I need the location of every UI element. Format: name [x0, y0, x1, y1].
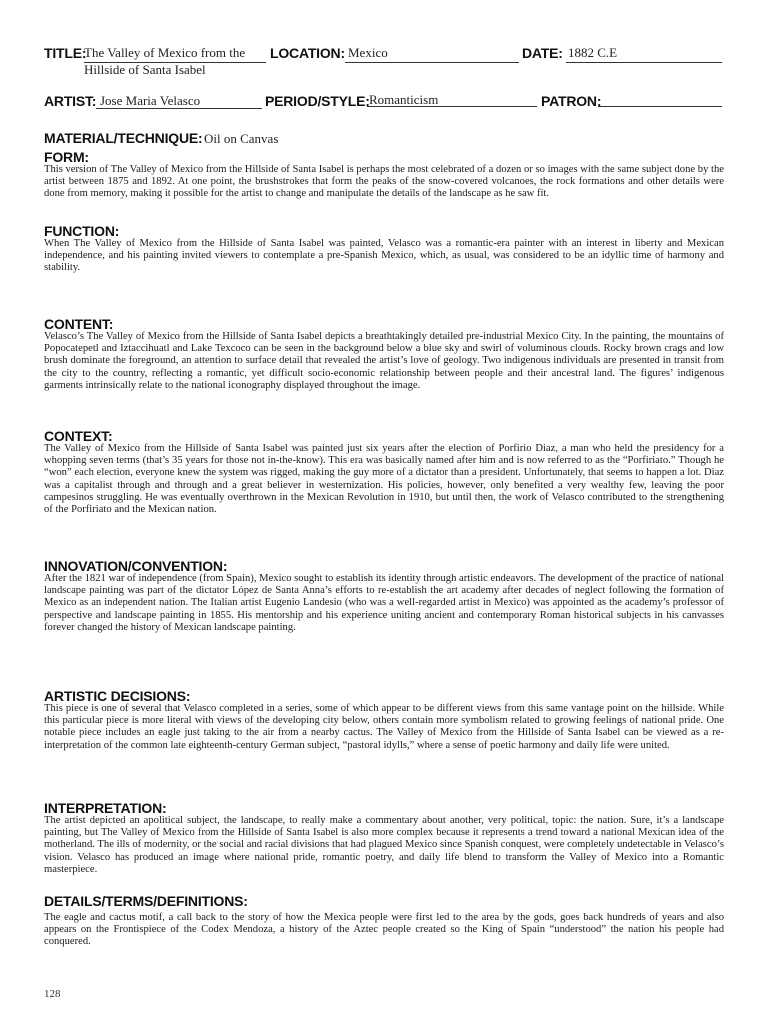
artistic-decisions-text: This piece is one of several that Velasco completed in a series, some of which appear to be different views from this same vantage point on the hillside. While this particular piece is more literal with views of the developing city below, others contain more symbolism related to growing feelings of national pride. One notable piece includes an eagle just taking to the air from a nearby cactus. The Valley of Mexico from the Hillside of Santa Isabel can be viewed as a re-interpretation of the common late eighteenth-century German subject, “pastoral idylls,” where a sense of poetic harmony and daily life were united.: [44, 703, 724, 751]
function-text: When The Valley of Mexico from the Hillside of Santa Isabel was painted, Velasco was a romantic-era painter with an interest in liberty and Mexican independence, and his painting invited viewers to contemplate a pre-Spanish Mexico, which, as usual, was considered to be an idyllic time of harmony and stability.: [44, 238, 724, 274]
patron-label: PATRON:: [541, 93, 602, 109]
date-value: 1882 C.E: [568, 45, 618, 60]
form-heading: FORM:: [44, 149, 89, 165]
artistic-decisions-section: [44, 689, 724, 752]
title-value-line2: Hillside of Santa Isabel: [84, 62, 206, 77]
context-section: [44, 429, 724, 516]
context-heading: CONTEXT:: [44, 428, 113, 444]
artist-value: Jose Maria Velasco: [100, 93, 201, 108]
details-text: The eagle and cactus motif, a call back to the story of how the Mexica people were first led to the area by the gods, goes back hundreds of years and also appears on the Frontispiece of the Codex Mendoza, a history of the Aztec people created so the King of Spain “understood” the nation his people had conquered.: [44, 912, 724, 948]
context-text: The Valley of Mexico from the Hillside of Santa Isabel was painted just six years after the election of Porfirio Diaz, a man who held the presidency for a whopping seven terms (that’s 35 years for those not in-the-know). This era was basically named after him and is now referred to as the “Porfiriato.” Though he “won” each election, everyone knew the system was rigged, making the guy more of a dictator than a president. Unfortunately, that seems to happen a lot. Diaz was a capitalist through and through and a great believer in westernization. His policies, however, only benefited a very wealthy few, leaving the poor campesinos struggling. He was eventually overthrown in the Mexican Revolution in 1910, but until then, the work of Velasco contributed to the strengthening of the Porfiriato and the Mexican nation.: [44, 443, 724, 516]
location-label: LOCATION:: [270, 45, 345, 61]
material-value: Oil on Canvas: [204, 131, 279, 146]
patron-underline: [598, 106, 722, 107]
function-heading: FUNCTION:: [44, 223, 120, 239]
innovation-heading: INNOVATION/CONVENTION:: [44, 558, 228, 574]
page-number: 128: [44, 988, 61, 1000]
location-value: Mexico: [348, 45, 388, 60]
title-value-line1: The Valley of Mexico from the: [84, 45, 246, 60]
interpretation-text: The artist depicted an apolitical subject, the landscape, to really make a commentary about another, very political, topic: the nation. Sure, it’s a landscape painting, but The Valley of Mexico from the Hillside of Santa Isabel is also more complex because it represents a trend toward a national Mexican idea of the motherland. The ills of modernity, or the social and racial divisions that had plagued Mexico since Spanish conquest, were completely undetectable in Velasco’s vision. Velasco has produced an image where national pride, romantic poetry, and daily life blend to transform the Valley of Mexico into a Romantic masterpiece.: [44, 815, 724, 875]
artistic-decisions-heading: ARTISTIC DECISIONS:: [44, 688, 191, 704]
interpretation-section: [44, 801, 724, 876]
period-label: PERIOD/STYLE:: [265, 93, 370, 109]
form-section: [44, 150, 724, 201]
title-label: TITLE:: [44, 45, 87, 61]
details-heading: DETAILS/TERMS/DEFINITIONS:: [44, 893, 248, 909]
location-underline: [345, 62, 519, 63]
period-underline: [367, 106, 537, 107]
innovation-text: After the 1821 war of independence (from Spain), Mexico sought to establish its identity through artistic endeavors. The development of the practice of national landscape painting was part of the dictator López de Santa Anna’s efforts to re-establish the art academy after decades of neglect following the formation of Mexico as an independent nation. The Italian artist Eugenio Landesio (who was a well-regarded artist in Mexico) was appointed as the academy’s professor of perspective and landscape painting in 1855. His mentorship and his experience uniting ancient and contemporary Roman historical subjects in his canvasses forever changed the history of Mexican landscape painting.: [44, 573, 724, 633]
content-heading: CONTENT:: [44, 316, 114, 332]
interpretation-heading: INTERPRETATION:: [44, 800, 167, 816]
content-section: [44, 317, 724, 392]
form-text: This version of The Valley of Mexico from the Hillside of Santa Isabel is perhaps the most celebrated of a dozen or so images with the same subject done by the artist between 1875 and 1892. At one point, the brushstrokes that form the peaks of the snow-covered volcanoes, the rock formations and other details were done from memory, making it possible for the artist to change and manipulate the details of the landscape as he saw fit.: [44, 164, 724, 200]
function-section: [44, 224, 724, 275]
material-label: MATERIAL/TECHNIQUE:: [44, 130, 203, 146]
content-text: Velasco’s The Valley of Mexico from the Hillside of Santa Isabel depicts a breathtakingly detailed pre-industrial Mexico City. In the painting, the mountains of Popocatepetl and Iztaccihuatl and Lake Texcoco can be seen in the background below a blue sky and swirl of voluminous clouds. Rocky brown crags and low brush dominate the foreground, an attention to surface detail that revealed the artist’s love of geology. Two indigenous individuals are presented in transit from the city to the country, reflecting a romantic, yet difficult socio-economic relationship between people and their ancestral land. The figures’ indigenous garments intrinsically relate to the national iconography displayed throughout the image.: [44, 331, 724, 391]
date-label: DATE:: [522, 45, 563, 61]
artist-underline: [96, 108, 262, 109]
date-underline: [566, 62, 722, 63]
artist-label: ARTIST:: [44, 93, 97, 109]
details-section: [44, 894, 724, 949]
period-value: Romanticism: [369, 92, 439, 107]
innovation-section: [44, 559, 724, 634]
